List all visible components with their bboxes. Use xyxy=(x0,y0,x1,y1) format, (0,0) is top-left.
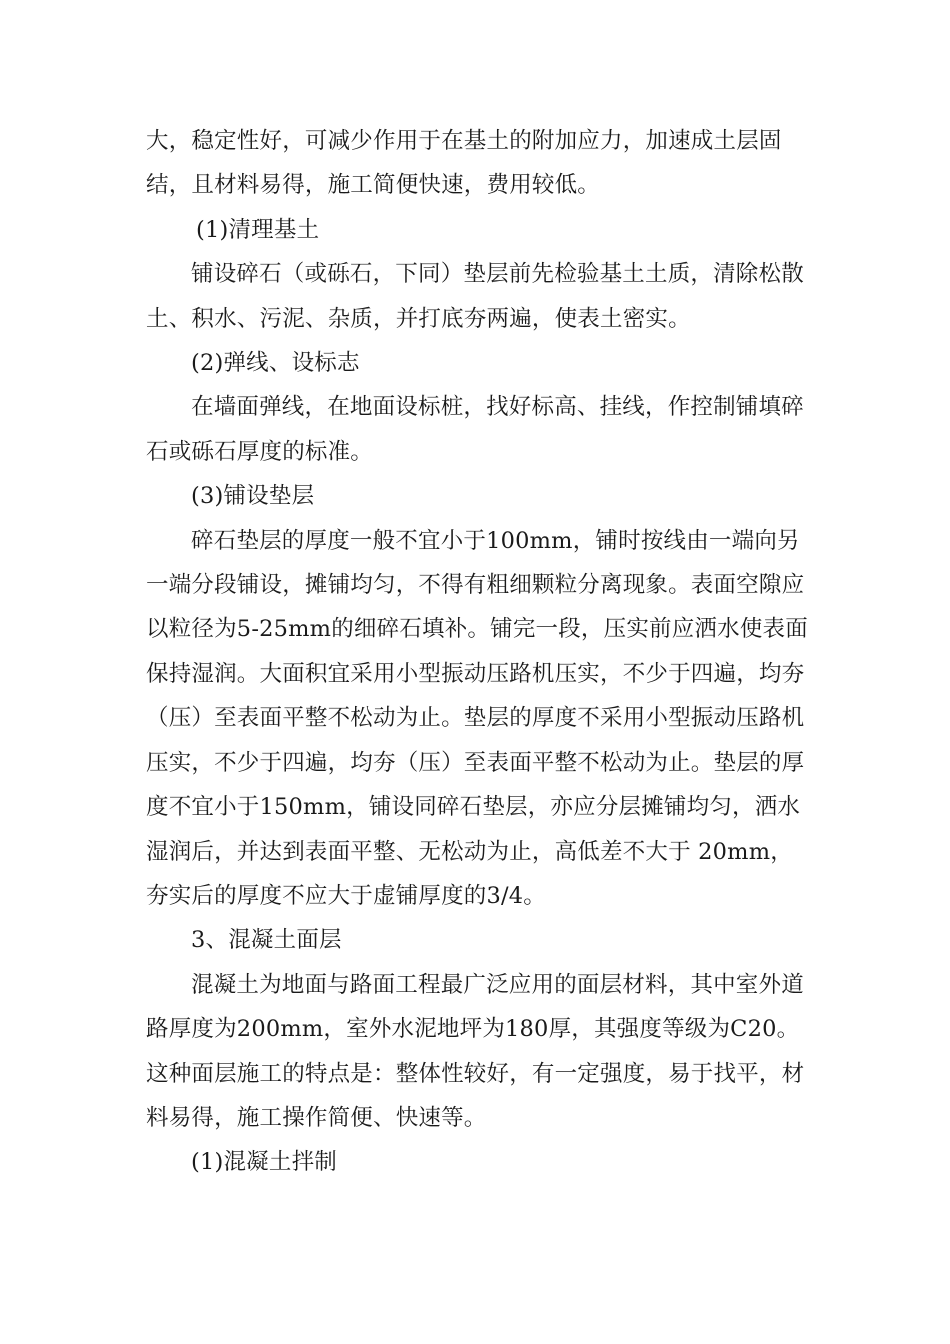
paragraph-clean-base-soil: 铺设碎石（或砾石，下同）垫层前先检验基土土质，清除松散土、积水、污泥、杂质，并打底夯两遍，使表土密实。 xyxy=(146,261,804,332)
paragraph-snap-line: 在墙面弹线，在地面设标桩，找好标高、挂线，作控制铺填碎石或砾石厚度的标准。 xyxy=(146,394,804,465)
document-body xyxy=(146,119,808,1185)
paragraph-concrete-surface: 混凝土为地面与路面工程最广泛应用的面层材料，其中室外道路厚度为200mm，室外水泥地坪为180厚，其强度等级为C20。这种面层施工的特点是：整体性较好，有一定强度，易于找平，材料易得，施工操作简便、快速等。 xyxy=(146,971,805,1131)
section-heading-snap-line: (2)弹线、设标志 xyxy=(191,350,360,377)
section-heading-concrete-surface: 3、混凝土面层 xyxy=(191,927,342,954)
section-heading-clean-base-soil: (1)清理基土 xyxy=(196,216,320,243)
paragraph-lay-cushion: 碎石垫层的厚度一般不宜小于100mm，铺时按线由一端向另一端分段铺设，摊铺均匀，不得有粗细颗粒分离现象。表面空隙应以粒径为5-25mm的细碎石填补。铺完一段，压实前应洒水使表面保持湿润。大面积宜采用小型振动压路机压实，不少于四遍，均夯（压）至表面平整不松动为止。垫层的厚度不采用小型振动压路机压实，不少于四遍，均夯（压）至表面平整不松动为止。垫层的厚度不宜小于150mm，铺设同碎石垫层，亦应分层摊铺均匀，洒水湿润后，并达到表面平整、无松动为止，高低差不大于 20mm，夯实后的厚度不应大于虚铺厚度的3/4。 xyxy=(146,527,808,909)
section-heading-lay-cushion: (3)铺设垫层 xyxy=(191,483,315,510)
section-heading-concrete-mixing: (1)混凝土拌制 xyxy=(191,1149,337,1176)
paragraph-continuation: 大，稳定性好，可减少作用于在基土的附加应力，加速成土层固结，且材料易得，施工简便快速，费用较低。 xyxy=(146,128,782,199)
